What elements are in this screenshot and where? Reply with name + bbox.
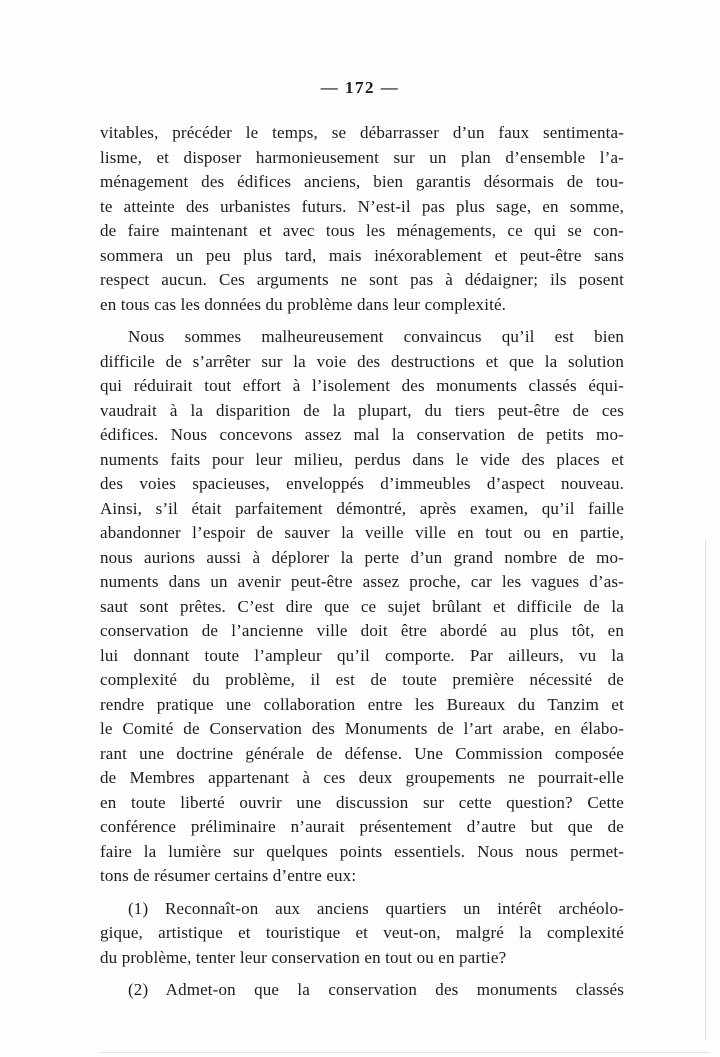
text-line: de Membres appartenant à ces deux groupements ne pourrait-elle [100,768,624,787]
text-line: des voies spacieuses, enveloppés d’immeubles d’aspect nouveau. [100,474,624,493]
text-line: rant une doctrine générale de défense. Une Commission composée [100,743,624,763]
scan-edge-bottom [100,1052,710,1053]
text-line: du problème, tenter leur conservation en tout ou en partie? [100,947,507,967]
text-line: le Comité de Conservation des Monuments de l’art arabe, en élabo- [100,719,624,738]
text-line: numents faits pour leur milieu, perdus dans le vide des places et [100,449,624,469]
paragraph [100,897,624,971]
text-line: de faire maintenant et avec tous les ménagements, ce qui se con- [100,221,624,240]
text-line: gique, artistique et touristique et veut-on, malgré la complexité [100,923,624,942]
paragraph [100,121,624,317]
text-line: sommera un peu plus tard, mais inéxorablement et peut-être sans [100,245,624,265]
text-line: (1) Reconnaît-on aux anciens quartiers un intérêt archéolo- [128,898,624,918]
text-line: numents dans un avenir peut-être assez proche, car les vagues d’as- [100,572,624,591]
paragraph [100,978,624,1003]
text-line: en toute liberté ouvrir une discussion sur cette question? Cette [100,792,624,812]
text-line: te atteinte des urbanistes futurs. N’est-il pas plus sage, en somme, [100,196,624,216]
text-line: vitables, précéder le temps, se débarrasser d’un faux sentimenta- [100,123,624,142]
text-line: Ainsi, s’il était parfaitement démontré, après examen, qu’il faille [100,498,624,518]
text-line: conférence préliminaire n’aurait présentement d’autre but que de [100,817,624,836]
text-line: nous aurions aussi à déplorer la perte d’un grand nombre de mo- [100,547,624,567]
scan-edge-right [705,540,706,1040]
paragraph [100,325,624,889]
text-line: ménagement des édifices anciens, bien garantis désormais de tou- [100,172,624,191]
text-line: Nous sommes malheureusement convaincus qu’il est bien [128,327,624,346]
text-line: édifices. Nous concevons assez mal la conservation de petits mo- [100,425,624,444]
text-line: faire la lumière sur quelques points essentiels. Nous nous permet- [100,841,624,861]
text-line: difficile de s’arrêter sur la voie des destructions et que la solution [100,351,624,371]
text-line: conservation de l’ancienne ville doit être abordé au plus tôt, en [100,621,624,640]
text-line: tons de résumer certains d’entre eux: [100,866,357,885]
text-block [100,121,624,1003]
text-line: abandonner l’espoir de sauver la veille ville en tout ou en partie, [100,523,624,542]
text-line: qui réduirait tout effort à l’isolement des monuments classés équi- [100,376,624,395]
text-line: vaudrait à la disparition de la plupart, du tiers peut-être de ces [100,400,624,420]
page-number: — 172 — [320,78,400,97]
text-line: lisme, et disposer harmonieusement sur un plan d’ensemble l’a- [100,147,624,167]
text-line: respect aucun. Ces arguments ne sont pas à dédaigner; ils posent [100,270,624,289]
text-line: rendre pratique une collaboration entre les Bureaux du Tanzim et [100,694,624,714]
text-line: complexité du problème, il est de toute première nécessité de [100,670,624,689]
text-line: (2) Admet-on que la conservation des monuments classés [128,980,624,999]
text-line: saut sont prêtes. C’est dire que ce sujet brûlant et difficile de la [100,596,624,616]
text-line: lui donnant toute l’ampleur qu’il comporte. Par ailleurs, vu la [100,645,624,665]
text-line: en tous cas les données du problème dans leur complexité. [100,294,507,314]
